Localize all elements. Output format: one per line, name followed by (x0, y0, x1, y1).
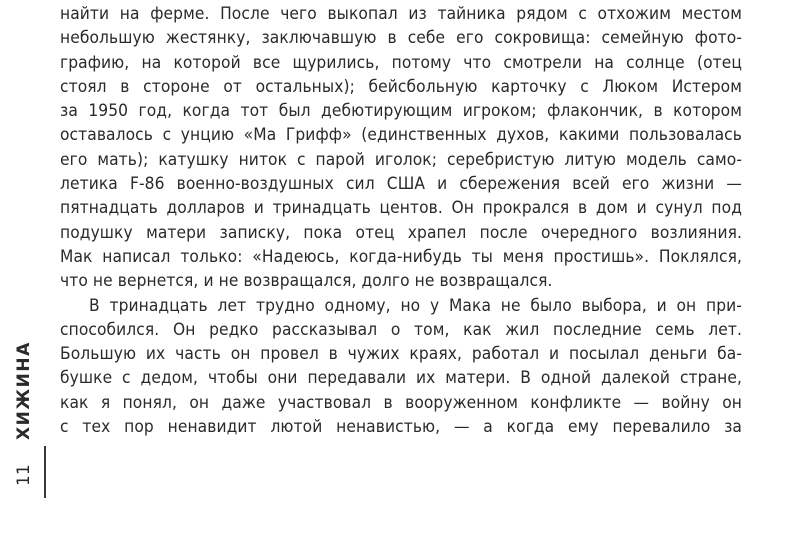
text-line: с тех пор ненавидит лютой ненавистью, — а когда ему перевалило за (60, 417, 742, 438)
text-line: Мак написал только: «Надеюсь, когда-нибудь ты меня простишь». Поклялся, (60, 246, 742, 267)
text-line: подушку матери записку, пока отец храпел после очередного возлияния. (60, 222, 742, 243)
paragraph-last-line: что не вернется, и не возвращался, долго не возвращался. (60, 271, 553, 292)
paragraph-first-line: В тринадцать лет трудно одному, но у Мака не было выбора, и он при- (89, 295, 742, 316)
text-line: его мать); катушку ниток с парой иголок; серебристую литую модель само- (60, 149, 742, 170)
text-line: как я понял, он даже участвовал в вооруженном конфликте — войну он (60, 392, 742, 413)
margin-divider (44, 446, 46, 498)
page-margin-header (14, 341, 46, 500)
text-line: оставалось с унцию «Ма Грифф» (единственных духов, какими пользовалась (60, 125, 742, 146)
text-line: летика F-86 военно-воздушных сил США и сбережения всей его жизни — (60, 174, 742, 195)
text-line: способился. Он редко рассказывал о том, как жил последние семь лет. (60, 319, 742, 340)
text-line: пятнадцать долларов и тринадцать центов. Он прокрался в дом и сунул под (60, 198, 742, 219)
text-line: Большую их часть он провел в чужих краях, работал и посылал деньги ба- (60, 344, 742, 365)
text-line: за 1950 год, когда тот был дебютирующим игроком; флакончик, в котором (60, 101, 742, 122)
text-line: графию, на которой все щурились, потому что смотрели на солнце (отец (60, 52, 742, 73)
text-line: найти на ферме. После чего выкопал из тайника рядом с отхожим местом (60, 4, 742, 24)
body-text (60, 2, 742, 439)
text-line: небольшую жестянку, заключавшую в себе его сокровища: семейную фото- (60, 28, 742, 49)
page-number: 11 (14, 464, 34, 486)
text-line: бушке с дедом, чтобы они передавали их матери. В одной далекой стране, (60, 368, 742, 389)
text-line: стоял в стороне от остальных); бейсбольную карточку с Люком Истером (60, 76, 742, 97)
running-title: ХИЖИНА (14, 341, 34, 440)
